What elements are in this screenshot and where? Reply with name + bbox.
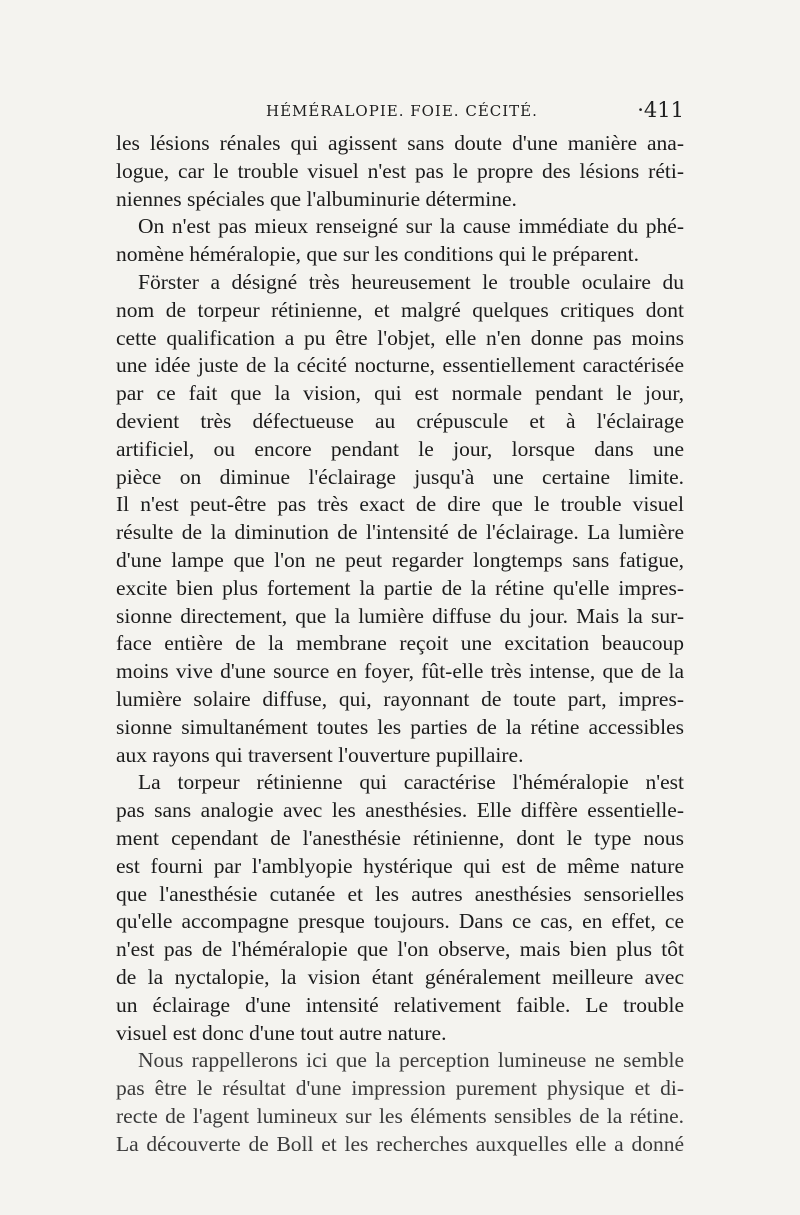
paragraph — [116, 769, 684, 1047]
text-line: cette qualification a pu être l'objet, elle n'en donne pas moins — [116, 325, 684, 350]
text-line: sionne directement, que la lumière diffuse du jour. Mais la sur- — [116, 603, 684, 628]
text-line: moins vive d'une source en foyer, fût-elle très intense, que de la — [116, 659, 684, 684]
text-line: On n'est pas mieux renseigné sur la cause immédiate du phé- — [138, 214, 684, 239]
paragraph — [116, 130, 684, 213]
text-line: d'une lampe que l'on ne peut regarder longtemps sans fatigue, — [116, 547, 684, 572]
text-line: est fourni par l'amblyopie hystérique qui est de même nature — [116, 853, 684, 878]
text-line: nomène héméralopie, que sur les conditions qui le préparent. — [116, 242, 640, 267]
text-line: pas être le résultat d'une impression purement physique et di- — [116, 1076, 684, 1101]
text-line: résulte de la diminution de l'intensité de l'éclairage. La lumière — [116, 520, 684, 545]
paragraph — [116, 213, 684, 269]
text-line: une idée juste de la cécité nocturne, essentiellement caractérisée — [116, 353, 684, 378]
text-line: ment cependant de l'anesthésie rétinienne, dont le type nous — [116, 825, 684, 850]
text-line: n'est pas de l'héméralopie que l'on observe, mais bien plus tôt — [116, 937, 684, 962]
text-line: pièce on diminue l'éclairage jusqu'à une certaine limite. — [116, 464, 684, 489]
text-line: sionne simultanément toutes les parties de la rétine accessibles — [116, 714, 684, 739]
text-line: un éclairage d'une intensité relativement faible. Le trouble — [116, 992, 684, 1017]
running-head: HÉMÉRALOPIE. FOIE. CÉCITÉ. — [266, 102, 538, 120]
text-line: face entière de la membrane reçoit une excitation beaucoup — [116, 631, 684, 656]
text-line: lumière solaire diffuse, qui, rayonnant de toute part, impres- — [116, 686, 684, 711]
text-line: devient très défectueuse au crépuscule et à l'éclairage — [116, 408, 684, 433]
text-line: les lésions rénales qui agissent sans doute d'une manière ana- — [116, 131, 684, 155]
text-line: de la nyctalopie, la vision étant généralement meilleure avec — [116, 964, 684, 989]
paragraph — [116, 1047, 684, 1158]
text-line: logue, car le trouble visuel n'est pas le propre des lésions réti- — [116, 158, 684, 183]
text-line: recte de l'agent lumineux sur les éléments sensibles de la rétine. — [116, 1103, 684, 1128]
text-line: La torpeur rétinienne qui caractérise l'héméralopie n'est — [138, 770, 684, 795]
text-line: par ce fait que la vision, qui est normale pendant le jour, — [116, 381, 684, 406]
text-line: La découverte de Boll et les recherches auxquelles elle a donné — [116, 1131, 684, 1156]
text-line: Nous rappellerons ici que la perception lumineuse ne semble — [138, 1048, 684, 1073]
text-line: pas sans analogie avec les anesthésies. Elle diffère essentielle- — [116, 798, 684, 823]
text-line: artificiel, ou encore pendant le jour, lorsque dans une — [116, 436, 684, 461]
page-number: ·411 — [637, 98, 684, 122]
page-header — [116, 98, 684, 128]
text-line: que l'anesthésie cutanée et les autres anesthésies sensorielles — [116, 881, 684, 906]
text-line: niennes spéciales que l'albuminurie détermine. — [116, 186, 517, 211]
text-line: Förster a désigné très heureusement le trouble oculaire du — [138, 269, 684, 294]
text-line: nom de torpeur rétinienne, et malgré quelques critiques dont — [116, 297, 684, 322]
text-line: excite bien plus fortement la partie de la rétine qu'elle impres- — [116, 575, 684, 600]
text-line: visuel est donc d'une tout autre nature. — [116, 1020, 447, 1045]
text-line: qu'elle accompagne presque toujours. Dans ce cas, en effet, ce — [116, 909, 684, 934]
paragraph — [116, 269, 684, 769]
text-line: Il n'est peut-être pas très exact de dire que le trouble visuel — [116, 492, 684, 517]
body-text — [116, 130, 684, 1158]
text-line: aux rayons qui traversent l'ouverture pupillaire. — [116, 742, 524, 767]
